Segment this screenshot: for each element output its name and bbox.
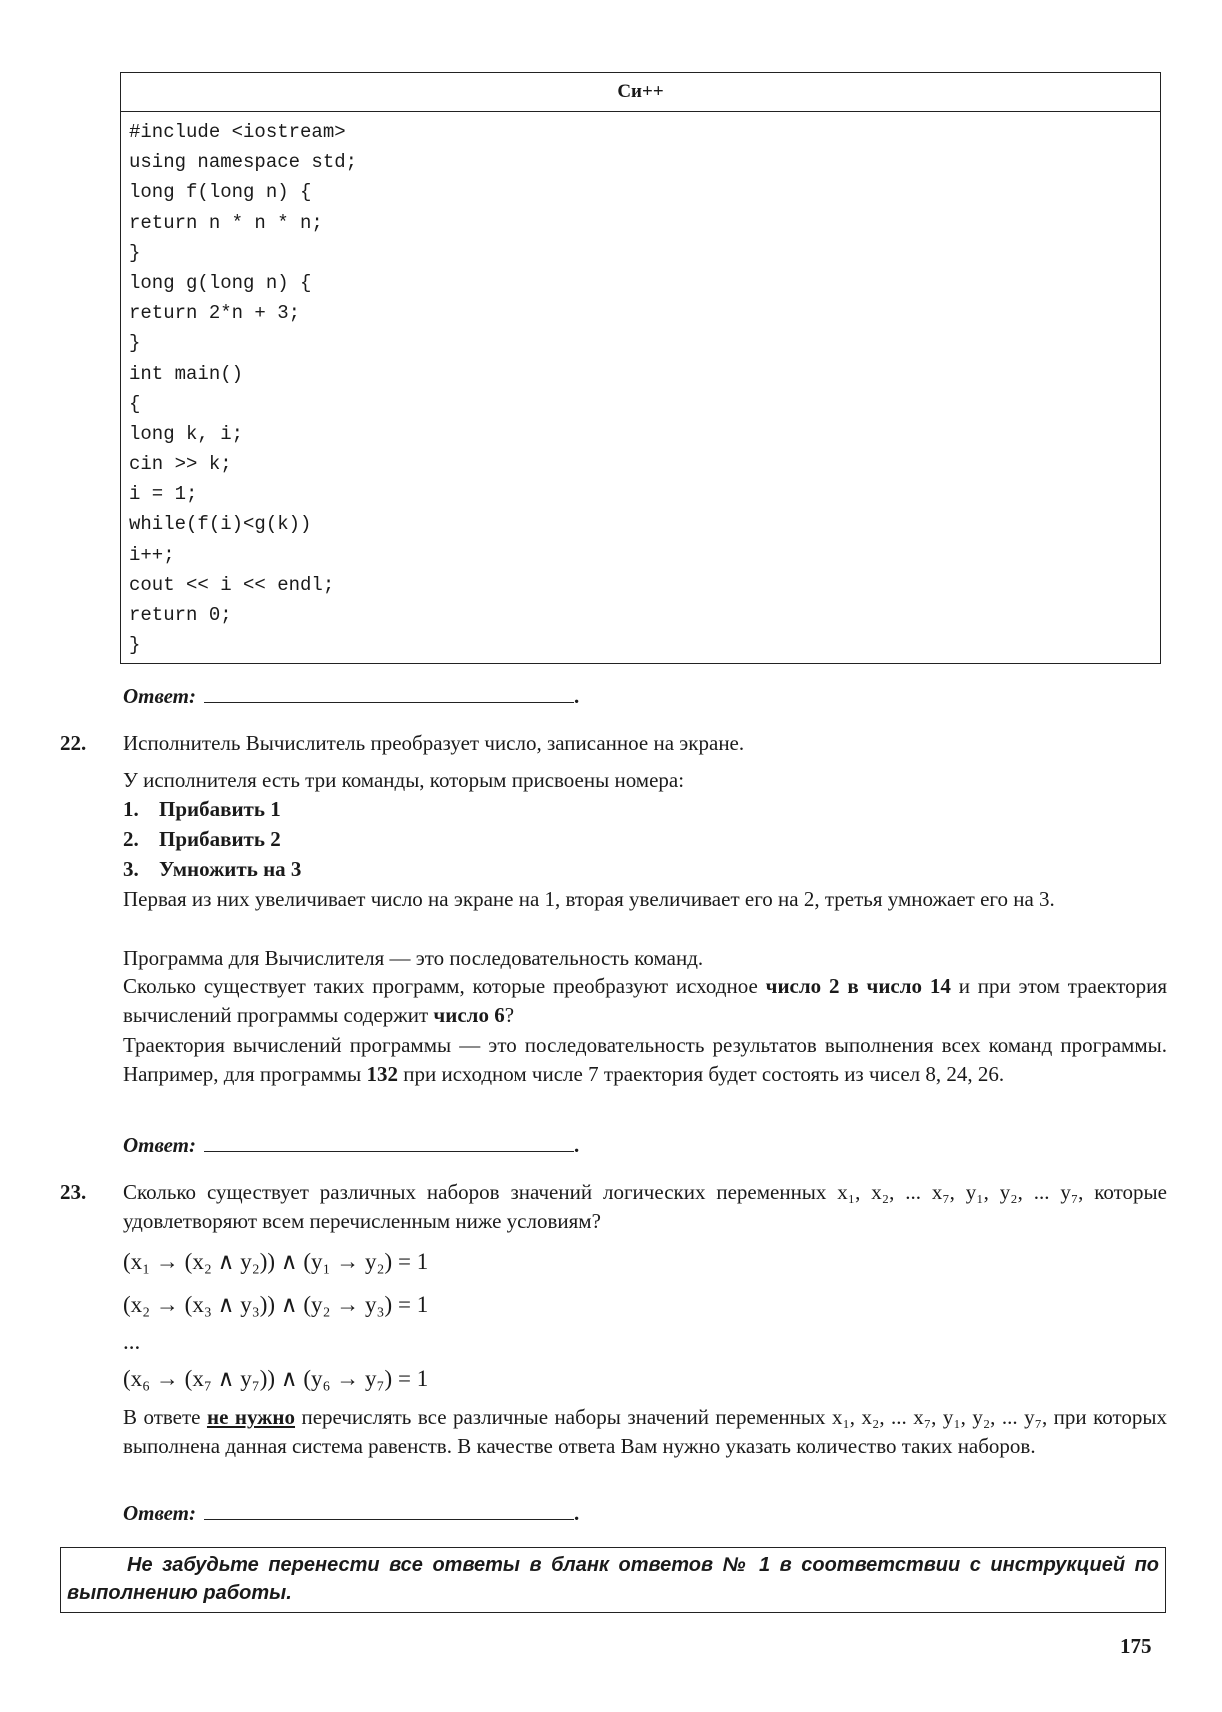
code-language-header: Си++ xyxy=(121,73,1160,112)
answer-label: Ответ: xyxy=(123,1133,196,1157)
formula-1: (x₁ → (x₂ ∧ y₂)) ∧ (y₁ → y₂) = 1 xyxy=(123,1249,429,1274)
transfer-answers-notice: Не забудьте перенести все ответы в бланк ответов № 1 в соответствии с инструкцией по выполнению работы. xyxy=(60,1547,1166,1613)
answer-line-23 xyxy=(123,1497,579,1527)
answer-line-22 xyxy=(123,1129,579,1159)
answer-dot: . xyxy=(574,684,580,708)
question-22-p3: Сколько существует таких программ, которые преобразуют исходное число 2 в число 14 и при этом траектория вычислений программы содержит число 6? xyxy=(123,974,1167,1027)
code-line: int main() xyxy=(129,362,244,385)
code-line: } xyxy=(129,332,141,355)
code-block xyxy=(120,72,1161,664)
command-text: Прибавить 1 xyxy=(159,797,281,821)
question-22-intro: Исполнитель Вычислитель преобразует число, записанное на экране. xyxy=(123,731,745,755)
answer-label: Ответ: xyxy=(123,1501,196,1525)
code-line: long f(long n) { xyxy=(129,181,312,204)
command-item xyxy=(123,794,281,824)
formula-2: (x₂ → (x₃ ∧ y₃)) ∧ (y₂ → y₃) = 1 xyxy=(123,1292,429,1317)
code-line: } xyxy=(129,634,141,657)
question-22-number: 22. xyxy=(60,731,87,755)
answer-line-21 xyxy=(123,680,579,710)
formula-3: (x₆ → (x₇ ∧ y₇)) ∧ (y₆ → y₇) = 1 xyxy=(123,1366,429,1391)
code-line: return 0; xyxy=(129,604,232,626)
command-item xyxy=(123,824,281,854)
question-22-p2: Программа для Вычислителя — это последовательность команд. xyxy=(123,946,704,970)
question-23-intro: Сколько существует различных наборов значений логических переменных x₁, x₂, ... x₇, y₁, y₂, ... y₇, которые удовлетворяют всем перечисленным ниже условиям? xyxy=(123,1180,1167,1233)
code-line: while(f(i)<g(k)) xyxy=(129,513,312,536)
answer-blank[interactable] xyxy=(204,680,574,703)
question-22-commands-intro: У исполнителя есть три команды, которым присвоены номера: xyxy=(123,768,685,792)
code-line: i = 1; xyxy=(129,483,198,506)
code-line: i++; xyxy=(129,543,175,566)
answer-blank[interactable] xyxy=(204,1497,574,1520)
question-22-p4: Траектория вычислений программы — это последовательность результатов выполнения всех команд программы. Например, для программы 132 при исходном числе 7 траектория будет состоять из чисел 8, 24, 26. xyxy=(123,1033,1167,1086)
command-item xyxy=(123,854,301,884)
command-text: Умножить на 3 xyxy=(159,857,302,881)
question-23-number: 23. xyxy=(60,1180,87,1204)
formula-ellipsis: ... xyxy=(123,1329,141,1354)
question-22-p1: Первая из них увеличивает число на экране на 1, вторая увеличивает его на 2, третья умножает его на 3. xyxy=(123,887,1055,911)
page-number: 175 xyxy=(1120,1634,1152,1658)
code-line: using namespace std; xyxy=(129,151,358,174)
code-line: return n * n * n; xyxy=(129,211,323,234)
question-23-note: В ответе не нужно перечислять все различные наборы значений переменных x₁, x₂, ... x₇, y₁, y₂, ... y₇, при которых выполнена данная система равенств. В качестве ответа Вам нужно указать количество таких наборов. xyxy=(123,1405,1167,1458)
answer-label: Ответ: xyxy=(123,684,196,708)
code-line: long g(long n) { xyxy=(129,271,312,294)
code-line: #include <iostream> xyxy=(129,121,346,143)
command-number: 2. xyxy=(123,827,139,851)
code-line: cout << i << endl; xyxy=(129,573,335,596)
command-text: Прибавить 2 xyxy=(159,827,281,851)
answer-dot: . xyxy=(574,1133,580,1157)
code-line: } xyxy=(129,241,141,264)
answer-blank[interactable] xyxy=(204,1129,574,1152)
answer-dot: . xyxy=(574,1501,580,1525)
code-lines xyxy=(121,112,1160,660)
code-line: cin >> k; xyxy=(129,453,232,476)
code-line: long k, i; xyxy=(129,422,244,445)
code-line: return 2*n + 3; xyxy=(129,302,301,325)
code-line: { xyxy=(129,392,141,415)
command-number: 3. xyxy=(123,857,139,881)
command-number: 1. xyxy=(123,797,139,821)
